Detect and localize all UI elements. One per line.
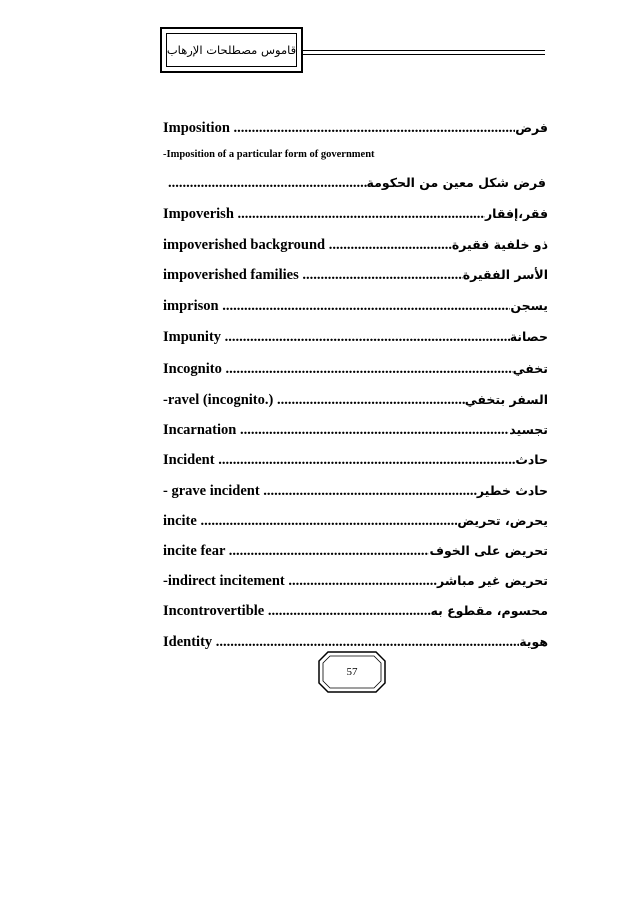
- entry-term: Imposition .....: [163, 120, 515, 137]
- entry-translation: حادث خطير: [476, 483, 548, 498]
- entry-incognito: [163, 361, 548, 378]
- entry-term: imprison .....: [163, 298, 510, 315]
- entry-translation: محسوم، مقطوع به: [430, 603, 548, 618]
- entry-translation: السفر بتخفي: [464, 392, 548, 407]
- entry-term: impoverished background .....: [163, 237, 452, 254]
- entry-imprison: [163, 298, 548, 315]
- entry-translation: فرض: [515, 120, 548, 135]
- entry-impoverish: [163, 206, 548, 223]
- entry-incite-fear: [163, 543, 548, 560]
- entry-travel-incognito: [163, 392, 548, 409]
- entry-translation: حصانة: [509, 329, 548, 344]
- entry-term: Incarnation .....: [163, 422, 509, 439]
- entry-translation: فرض شكل معين من الحكومة: [366, 175, 546, 190]
- entry-impunity: [163, 329, 548, 346]
- entry-note: -Imposition of a particular form of government: [163, 149, 375, 160]
- header-title: قاموس مصطلحات الإرهاب: [166, 33, 297, 67]
- entry-incident: [163, 452, 548, 469]
- entry-identity: [163, 634, 548, 651]
- entry-term: - grave incident .....: [163, 483, 477, 500]
- entry-term: impoverished families .....: [163, 267, 463, 284]
- entry-translation: هوية: [519, 634, 548, 649]
- entry-term: incite .....: [163, 513, 457, 530]
- entry-imposition: [163, 120, 548, 137]
- entry-term: Identity .....: [163, 634, 519, 651]
- entry-term: -ravel (incognito.) .....: [163, 392, 465, 409]
- entry-term: Impunity .....: [163, 329, 510, 346]
- entry-translation: يسجن: [510, 298, 548, 313]
- entry-term: Incontrovertible .....: [163, 603, 431, 620]
- entry-term: Impoverish .....: [163, 206, 485, 223]
- entry-translation: تحريض غير مباشر: [437, 573, 548, 588]
- entry-translation: الأسر الفقيرة: [462, 267, 548, 282]
- entry-translation: حادث: [515, 452, 548, 467]
- header-title-box: [160, 27, 303, 73]
- entry-impoverished-families: [163, 267, 548, 284]
- entry-translation: تجسيد: [509, 422, 548, 437]
- entry-term: Incident .....: [163, 452, 515, 469]
- entry-incite: [163, 513, 548, 530]
- entry-impoverished-background: [163, 237, 548, 254]
- entry-translation: تخفي: [512, 361, 548, 376]
- entry-term: incite fear .....: [163, 543, 429, 560]
- entry-imposition-translation: [168, 175, 546, 192]
- entry-translation: ذو خلفية فقيرة: [451, 237, 548, 252]
- page-number: 57: [346, 666, 358, 678]
- entry-term: -indirect incitement .....: [163, 573, 437, 590]
- entry-translation: تحريض على الخوف: [429, 543, 548, 558]
- entry-dots: [168, 175, 367, 192]
- entry-incarnation: [163, 422, 548, 439]
- entry-incontrovertible: [163, 603, 548, 620]
- entry-grave-incident: [163, 483, 548, 500]
- entry-translation: يحرض، تحريض: [457, 513, 548, 528]
- entry-indirect-incitement: [163, 573, 548, 590]
- entry-translation: فقر،إفقار: [484, 206, 548, 221]
- entry-term: Incognito .....: [163, 361, 513, 378]
- page-number-badge: [318, 651, 386, 693]
